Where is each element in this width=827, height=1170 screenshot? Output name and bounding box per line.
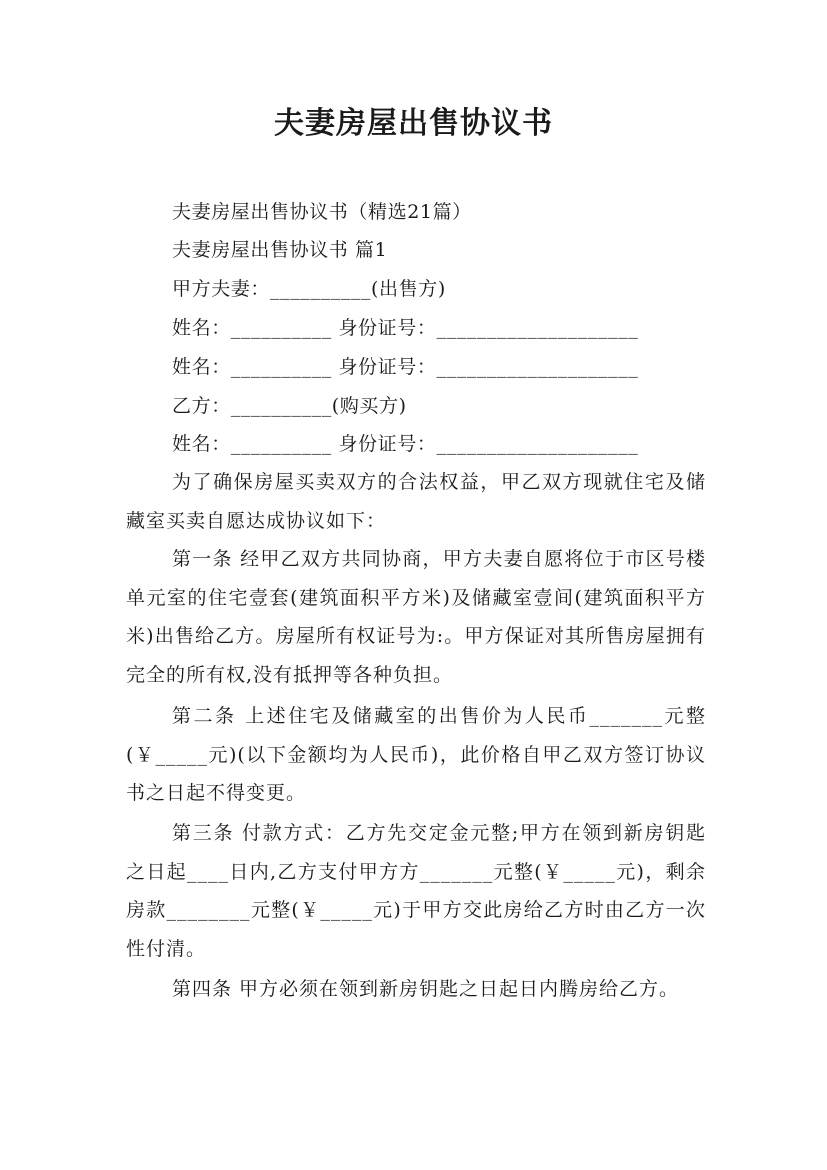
intro-paragraph: 为了确保房屋买卖双方的合法权益，甲乙双方现就住宅及储藏室买卖自愿达成协议如下： xyxy=(126,471,706,532)
party-b-name-id-line: 姓名：__________ 身份证号：____________________ xyxy=(172,433,639,455)
section-heading: 夫妻房屋出售协议书 篇1 xyxy=(172,239,388,261)
party-a-name-id-line-1: 姓名：__________ 身份证号：____________________ xyxy=(172,317,639,339)
article-3-paragraph: 第三条 付款方式：乙方先交定金元整;甲方在领到新房钥匙之日起____日内,乙方支付甲方方_______元整(￥_____元)，剩余房款________元整(￥_____元)于甲方交此房给乙方时由乙方一次性付清。 xyxy=(126,822,706,960)
document-title: 夫妻房屋出售协议书 xyxy=(274,106,553,141)
article-1-paragraph: 第一条 经甲乙双方共同协商，甲方夫妻自愿将位于市区号楼单元室的住宅壹套(建筑面积平方米)及储藏室壹间(建筑面积平方米)出售给乙方。房屋所有权证号为:。甲方保证对其所售房屋拥有完全的所有权,没有抵押等各种负担。 xyxy=(126,548,706,686)
party-a-name-id-line-2: 姓名：__________ 身份证号：____________________ xyxy=(172,356,639,378)
article-4-paragraph: 第四条 甲方必须在领到新房钥匙之日起日内腾房给乙方。 xyxy=(172,978,680,1000)
party-b-line: 乙方：__________(购买方) xyxy=(172,395,407,417)
document-subtitle: 夫妻房屋出售协议书（精选21篇） xyxy=(172,201,472,223)
article-2-paragraph: 第二条 上述住宅及储藏室的出售价为人民币_______元整(￥_____元)(以下金额均为人民币)，此价格自甲乙双方签订协议书之日起不得变更。 xyxy=(126,705,706,804)
party-a-line: 甲方夫妻：__________(出售方) xyxy=(172,278,446,300)
